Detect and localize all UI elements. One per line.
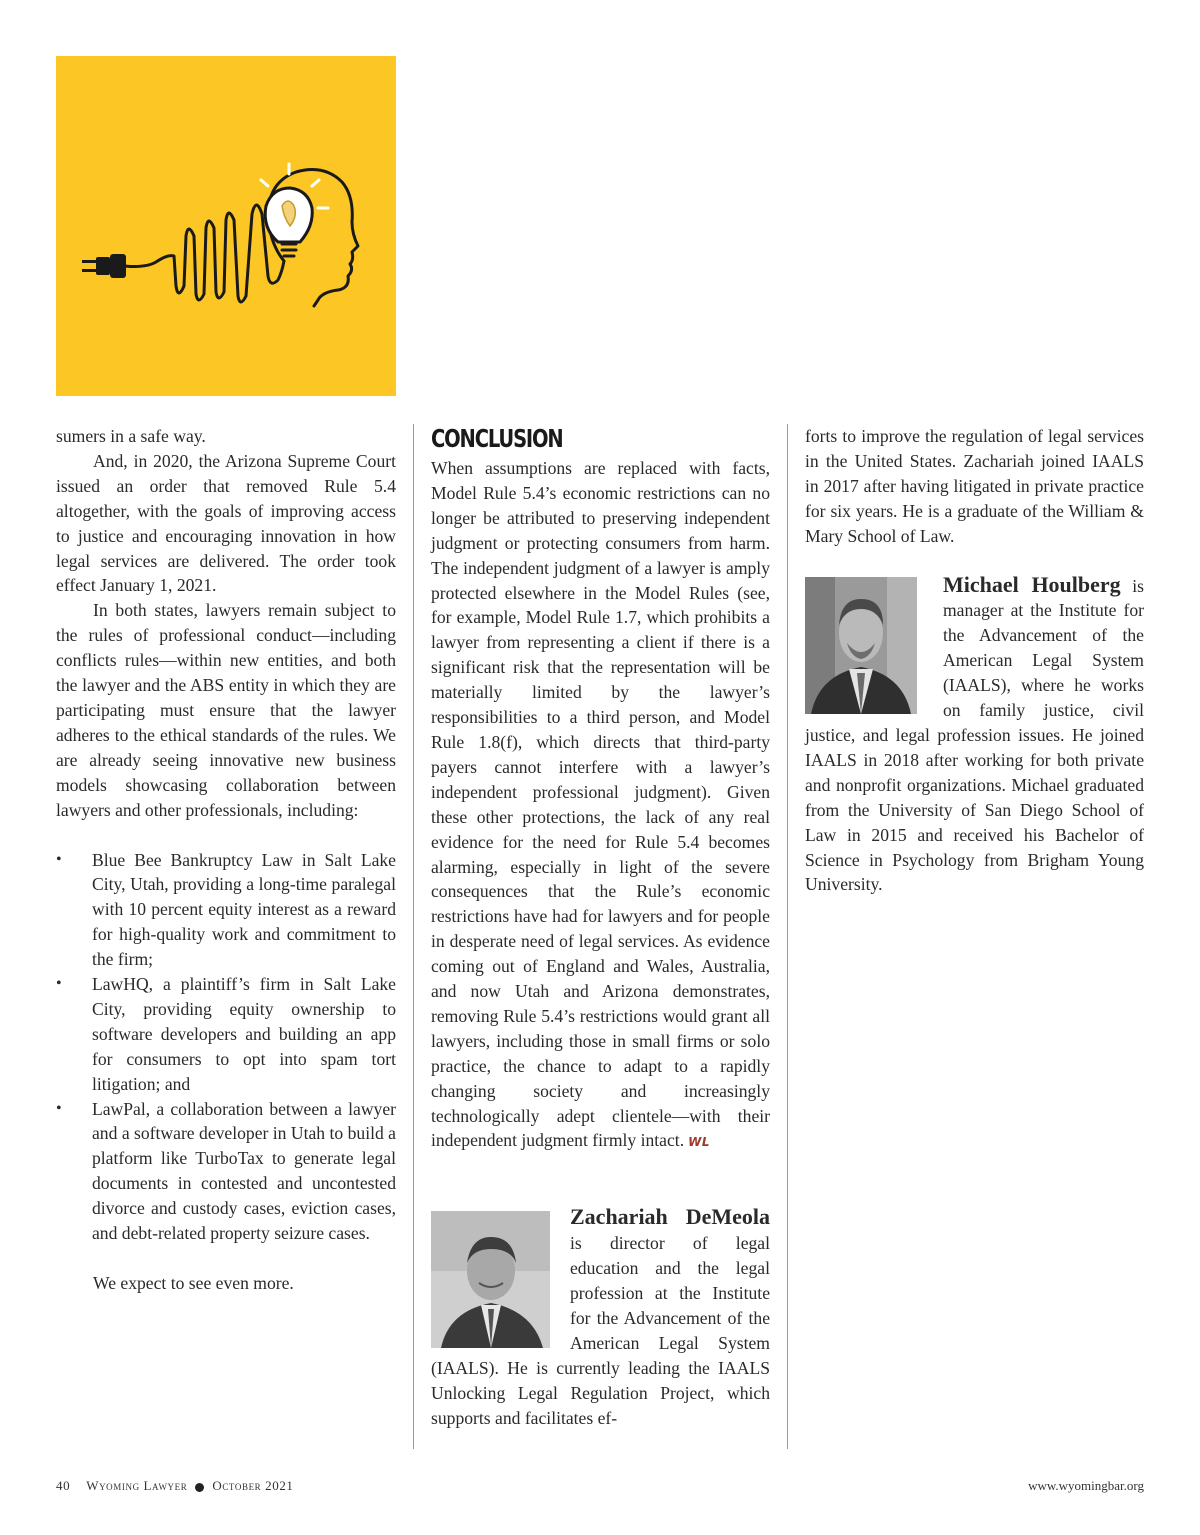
author-bio-demeola [431, 1205, 770, 1430]
list-item: • LawHQ, a plaintiff’s firm in Salt Lake City, providing equity ownership to software developers and building an app for consumers to opt into spam tort litigation; and [56, 974, 396, 1094]
bullet-icon: • [56, 975, 62, 993]
author-bio-text: is director of legal education and the legal profession at the Institute for the Advancement of the American Legal System (IAALS). He is currently leading the IAALS Unlocking Legal Regulation Project, which supports and facilitates ef- [431, 1233, 770, 1428]
column-2 [431, 424, 770, 1431]
column-divider [787, 424, 788, 1449]
section-heading: CONCLUSION [431, 424, 563, 453]
author-name: Zachariah DeMeola [570, 1204, 770, 1230]
paragraph: forts to improve the regulation of legal services in the United States. Zachariah joined IAALS in 2017 after having litigated in private practice for six years. He is a graduate of the William & Mary School of Law. [805, 426, 1144, 546]
paragraph: When assumptions are replaced with facts, Model Rule 5.4’s economic restrictions can no longer be attributed to preserving independent judgment or protecting consumers from harm. The independent judgment of a lawyer is amply protected elsewhere in the Model Rules (see, for example, Model Rule 1.7, which prohibits a lawyer from representing a client if there is a significant risk that the representation will be materially limited by the lawyer’s responsibilities to a third person, and Model Rule 1.8(f), which directs that third-party payers cannot interfere with a lawyer’s independent professional judgment). Given these other protections, the lack of any real evidence for the need for Rule 5.4 becomes alarming, especially in light of the severe consequences that the Rule’s economic restrictions have had for lawyers and for people in desperate need of legal services. As evidence coming out of England and Wales, Australia, and now Utah and Arizona demonstrates, removing Rule 5.4’s restrictions would grant all lawyers, including those in small firms or solo practice, the chance to adapt to a rapidly changing society and increasingly technologically adept clientele—with their independent judgment firmly intact. WL [431, 458, 770, 1151]
author-photo [431, 1211, 550, 1348]
author-bio-text: is manager at the Institute for the Advancement of the American Legal System (IAALS), where he works on family justice, civil justice, and legal profession issues. He joined IAALS in 2018 after working for both private and nonprofit organizations. Michael graduated from the University of San Diego School of Law in 2015 and received his Bachelor of Science in Psychology from Brigham Young University. [805, 575, 1144, 895]
paragraph: In both states, lawyers remain subject to the rules of professional conduct—including conflicts rules—within new entities, and both the lawyer and the ABS entity in which they are participating must ensure that the lawyer adheres to the ethical standards of the rules. We are already seeing innovative new business models showcasing collaboration between lawyers and other professionals, including: [56, 600, 396, 820]
column-3 [805, 424, 1144, 897]
website-link[interactable]: www.wyomingbar.org [1028, 1478, 1144, 1493]
page-footer [56, 1478, 1144, 1498]
end-mark: WL [688, 1135, 710, 1150]
paragraph: We expect to see even more. [93, 1273, 294, 1293]
publication-name: Wyoming Lawyer [86, 1478, 188, 1493]
column-1 [56, 424, 396, 1296]
list-item: • LawPal, a collaboration between a lawyer and a software developer in Utah to build a platform like TurboTax to generate legal documents in contested and uncontested divorce and custody cases, eviction cases, and debt-related property seizure cases. [56, 1098, 396, 1244]
example-list [56, 848, 396, 1247]
issue-date: October 2021 [212, 1478, 294, 1493]
separator-dot-icon [195, 1483, 204, 1492]
author-photo [805, 577, 917, 714]
lightbulb-head-illustration [56, 56, 396, 396]
paragraph: sumers in a safe way. [56, 426, 206, 446]
plug-lightbulb-icon [56, 56, 396, 396]
paragraph: And, in 2020, the Arizona Supreme Court issued an order that removed Rule 5.4 altogether, with the goals of improving access to justice and encouraging innovation in how legal services are delivered. The order took effect January 1, 2021. [56, 450, 396, 596]
column-divider [413, 424, 414, 1449]
portrait-icon [805, 577, 917, 714]
page-number: 40 [56, 1478, 71, 1493]
portrait-icon [431, 1211, 550, 1348]
list-item: • Blue Bee Bankruptcy Law in Salt Lake City, Utah, providing a long-time paralegal with 10 percent equity interest as a reward for high-quality work and commitment to the firm; [56, 849, 396, 970]
author-name: Michael Houlberg [943, 571, 1121, 597]
bullet-icon: • [56, 850, 62, 868]
author-bio-houlberg [805, 573, 1144, 898]
bullet-icon: • [56, 1099, 62, 1117]
